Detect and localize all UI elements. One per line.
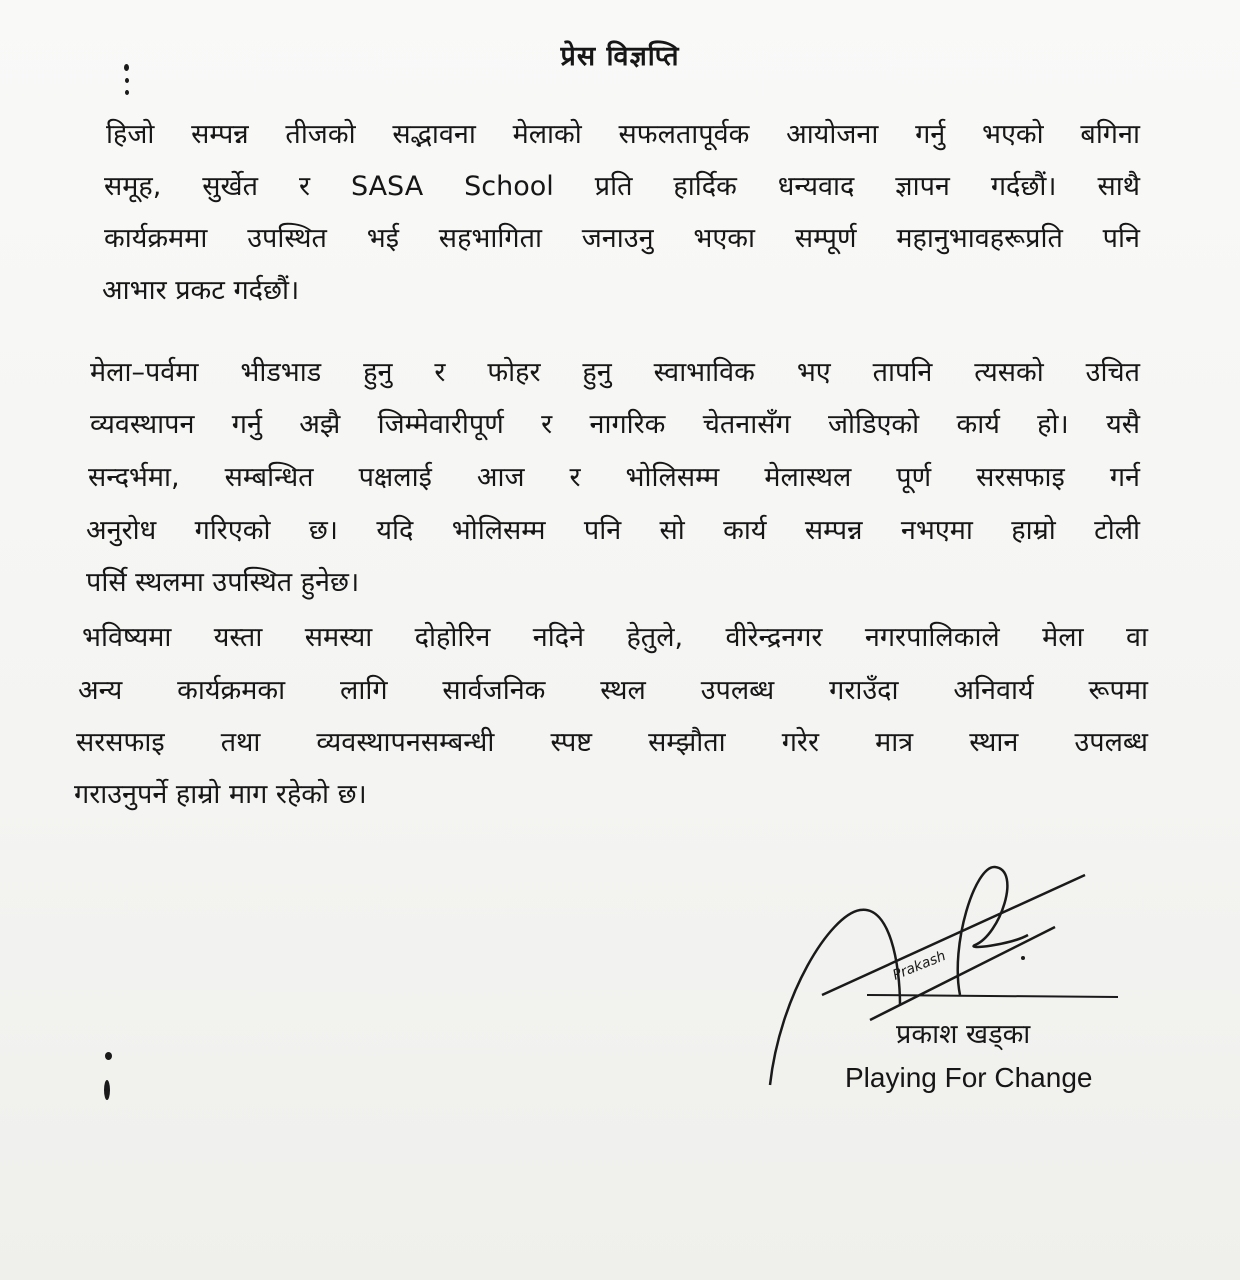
text-line: कार्यक्रममा उपस्थित भई सहभागिता जनाउनु भएका सम्पूर्ण महानुभावहरूप्रति पनि: [104, 223, 1140, 254]
signatory-name: प्रकाश खड्का: [896, 1019, 1031, 1050]
margin-mark: [105, 1052, 112, 1060]
text-line: गराउनुपर्ने हाम्रो माग रहेको छ।: [74, 779, 367, 810]
margin-mark: [124, 64, 129, 71]
text-line: भविष्यमा यस्ता समस्या दोहोरिन नदिने हेतुले, वीरेन्द्रनगर नगरपालिकाले मेला वा: [82, 622, 1148, 653]
margin-mark: [125, 78, 129, 83]
text-line: सरसफाइ तथा व्यवस्थापनसम्बन्धी स्पष्ट सम्झौता गरेर मात्र स्थान उपलब्ध: [76, 727, 1148, 758]
signature-handwriting: Prakash: [890, 948, 949, 984]
text-line: आभार प्रकट गर्दछौं।: [102, 275, 300, 306]
text-line: पर्सि स्थलमा उपस्थित हुनेछ।: [86, 567, 360, 598]
signatory-organization: Playing For Change: [845, 1062, 1093, 1093]
text-line: समूह, सुर्खेत र SASA School प्रति हार्दिक धन्यवाद ज्ञापन गर्दछौं। साथै: [104, 171, 1140, 202]
text-line: सन्दर्भमा, सम्बन्धित पक्षलाई आज र भोलिसम्म मेलास्थल पूर्ण सरसफाइ गर्न: [88, 462, 1140, 493]
document-title: प्रेस विज्ञप्ति: [560, 41, 680, 72]
text-line: मेला–पर्वमा भीडभाड हुनु र फोहर हुनु स्वाभाविक भए तापनि त्यसको उचित: [90, 357, 1140, 388]
margin-mark: [104, 1080, 110, 1100]
margin-mark: [125, 90, 129, 95]
text-line: अनुरोध गरिएको छ। यदि भोलिसम्म पनि सो कार्य सम्पन्न नभएमा हाम्रो टोली: [86, 515, 1140, 546]
text-line: हिजो सम्पन्न तीजको सद्भावना मेलाको सफलतापूर्वक आयोजना गर्नु भएको बगिना: [106, 119, 1140, 150]
text-line: अन्य कार्यक्रमका लागि सार्वजनिक स्थल उपलब्ध गराउँदा अनिवार्य रूपमा: [78, 675, 1148, 706]
text-line: व्यवस्थापन गर्नु अझै जिम्मेवारीपूर्ण र नागरिक चेतनासँग जोडिएको कार्य हो। यसै: [90, 409, 1140, 440]
